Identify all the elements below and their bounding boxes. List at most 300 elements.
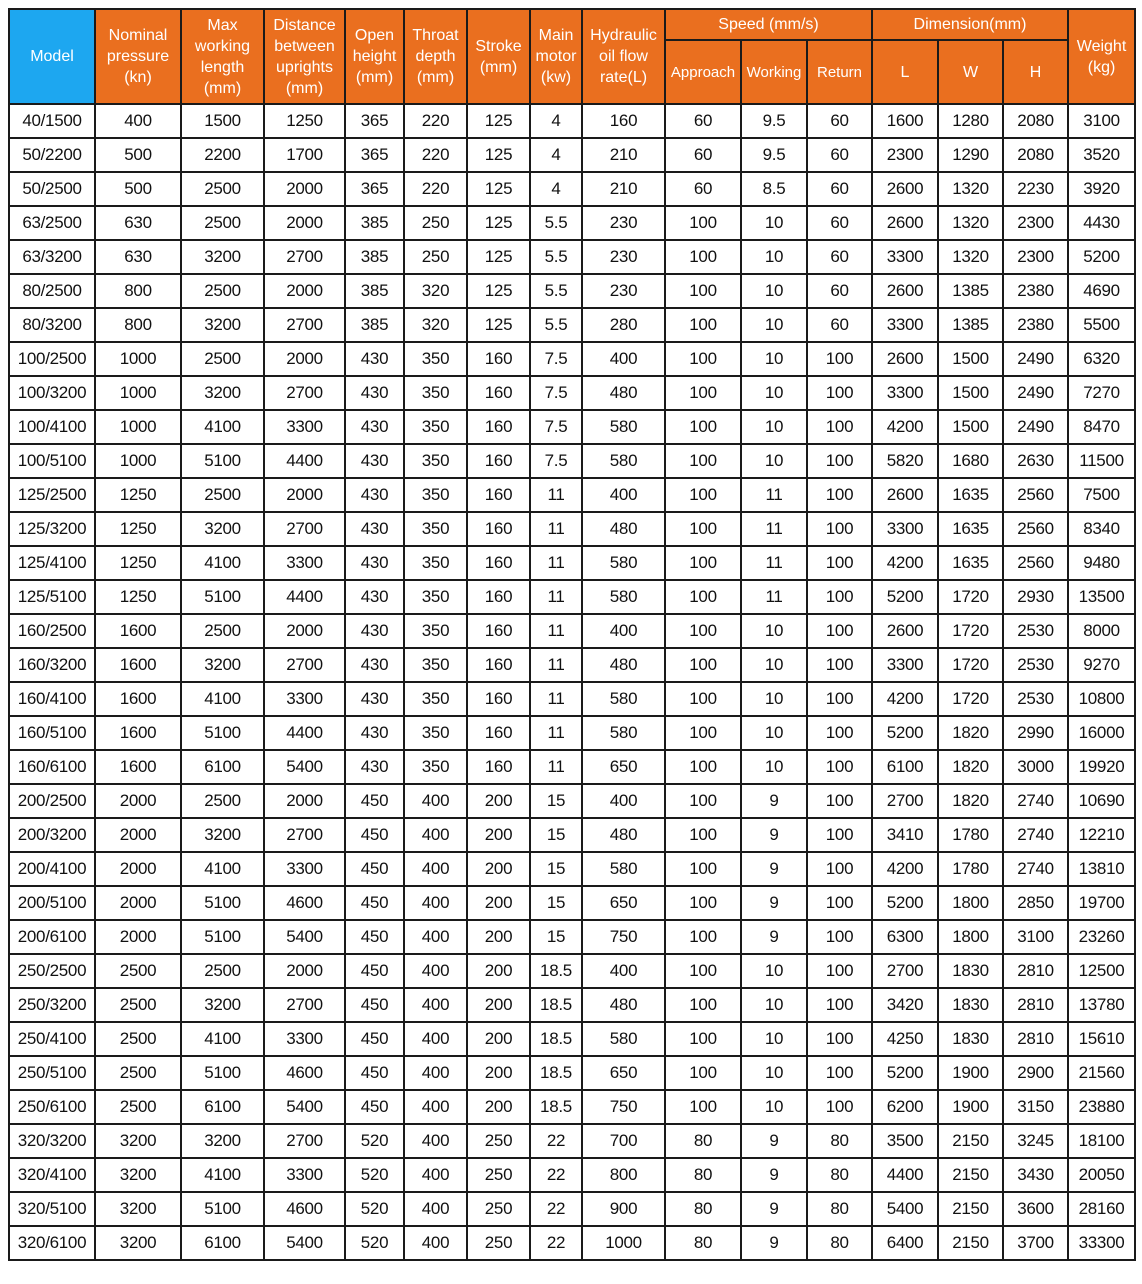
cell-distance-between-uprights: 5400 <box>264 750 345 784</box>
table-row <box>9 478 1135 512</box>
cell-max-working-length: 3200 <box>181 376 264 410</box>
cell-distance-between-uprights: 2700 <box>264 1124 345 1158</box>
cell-dimension-l: 3410 <box>872 818 938 852</box>
cell-speed-return: 80 <box>807 1192 872 1226</box>
cell-speed-approach: 100 <box>665 206 741 240</box>
cell-model: 250/2500 <box>9 954 95 988</box>
cell-hydraulic-oil-flow: 580 <box>582 580 665 614</box>
cell-dimension-w: 1680 <box>938 444 1003 478</box>
cell-throat-depth: 350 <box>404 682 467 716</box>
cell-dimension-h: 2930 <box>1003 580 1068 614</box>
table-row <box>9 648 1135 682</box>
cell-dimension-h: 2530 <box>1003 648 1068 682</box>
cell-hydraulic-oil-flow: 400 <box>582 614 665 648</box>
cell-open-height: 450 <box>345 886 404 920</box>
cell-speed-return: 60 <box>807 240 872 274</box>
cell-speed-approach: 60 <box>665 172 741 206</box>
cell-distance-between-uprights: 2700 <box>264 818 345 852</box>
cell-main-motor: 7.5 <box>530 444 582 478</box>
cell-max-working-length: 6100 <box>181 1226 264 1260</box>
cell-nominal-pressure: 1000 <box>95 342 181 376</box>
cell-open-height: 430 <box>345 648 404 682</box>
cell-main-motor: 11 <box>530 648 582 682</box>
cell-model: 63/2500 <box>9 206 95 240</box>
cell-speed-return: 60 <box>807 308 872 342</box>
cell-speed-approach: 80 <box>665 1158 741 1192</box>
header-dimension-w: W <box>938 40 1003 104</box>
table-row <box>9 1022 1135 1056</box>
cell-max-working-length: 2500 <box>181 172 264 206</box>
cell-hydraulic-oil-flow: 750 <box>582 920 665 954</box>
cell-speed-approach: 100 <box>665 410 741 444</box>
cell-dimension-w: 1385 <box>938 274 1003 308</box>
cell-weight: 8470 <box>1068 410 1135 444</box>
cell-weight: 12210 <box>1068 818 1135 852</box>
cell-open-height: 520 <box>345 1124 404 1158</box>
cell-dimension-w: 1320 <box>938 240 1003 274</box>
cell-weight: 19700 <box>1068 886 1135 920</box>
cell-dimension-l: 5200 <box>872 580 938 614</box>
cell-speed-return: 100 <box>807 784 872 818</box>
cell-weight: 33300 <box>1068 1226 1135 1260</box>
cell-speed-return: 100 <box>807 682 872 716</box>
cell-speed-working: 9 <box>741 818 807 852</box>
cell-open-height: 430 <box>345 750 404 784</box>
cell-speed-approach: 80 <box>665 1226 741 1260</box>
header-max-working-length: Max working length (mm) <box>181 9 264 104</box>
cell-dimension-l: 3500 <box>872 1124 938 1158</box>
cell-speed-return: 100 <box>807 954 872 988</box>
cell-hydraulic-oil-flow: 400 <box>582 478 665 512</box>
cell-nominal-pressure: 500 <box>95 172 181 206</box>
cell-speed-working: 11 <box>741 546 807 580</box>
cell-model: 50/2500 <box>9 172 95 206</box>
cell-open-height: 365 <box>345 172 404 206</box>
cell-speed-approach: 100 <box>665 750 741 784</box>
cell-dimension-w: 1320 <box>938 172 1003 206</box>
cell-main-motor: 18.5 <box>530 1056 582 1090</box>
cell-speed-return: 100 <box>807 512 872 546</box>
cell-speed-return: 80 <box>807 1124 872 1158</box>
cell-hydraulic-oil-flow: 580 <box>582 444 665 478</box>
cell-dimension-l: 4400 <box>872 1158 938 1192</box>
cell-throat-depth: 250 <box>404 206 467 240</box>
cell-stroke: 160 <box>467 614 530 648</box>
cell-nominal-pressure: 400 <box>95 104 181 138</box>
cell-stroke: 160 <box>467 478 530 512</box>
cell-open-height: 385 <box>345 240 404 274</box>
cell-weight: 3100 <box>1068 104 1135 138</box>
cell-dimension-l: 3420 <box>872 988 938 1022</box>
cell-distance-between-uprights: 4600 <box>264 1056 345 1090</box>
cell-stroke: 125 <box>467 240 530 274</box>
cell-throat-depth: 400 <box>404 818 467 852</box>
cell-hydraulic-oil-flow: 1000 <box>582 1226 665 1260</box>
cell-nominal-pressure: 3200 <box>95 1124 181 1158</box>
table-body <box>9 104 1135 1260</box>
cell-stroke: 250 <box>467 1192 530 1226</box>
cell-open-height: 430 <box>345 478 404 512</box>
cell-speed-working: 9 <box>741 852 807 886</box>
cell-dimension-l: 2600 <box>872 478 938 512</box>
cell-dimension-l: 6400 <box>872 1226 938 1260</box>
cell-dimension-w: 1800 <box>938 920 1003 954</box>
cell-distance-between-uprights: 3300 <box>264 1022 345 1056</box>
cell-speed-working: 10 <box>741 342 807 376</box>
cell-dimension-h: 3700 <box>1003 1226 1068 1260</box>
cell-open-height: 450 <box>345 1022 404 1056</box>
cell-stroke: 125 <box>467 274 530 308</box>
cell-distance-between-uprights: 3300 <box>264 1158 345 1192</box>
cell-speed-return: 60 <box>807 138 872 172</box>
cell-hydraulic-oil-flow: 650 <box>582 1056 665 1090</box>
cell-hydraulic-oil-flow: 580 <box>582 1022 665 1056</box>
cell-throat-depth: 400 <box>404 1090 467 1124</box>
cell-dimension-l: 5200 <box>872 1056 938 1090</box>
cell-weight: 23880 <box>1068 1090 1135 1124</box>
cell-throat-depth: 350 <box>404 546 467 580</box>
cell-hydraulic-oil-flow: 400 <box>582 784 665 818</box>
cell-weight: 23260 <box>1068 920 1135 954</box>
cell-stroke: 160 <box>467 342 530 376</box>
cell-model: 100/5100 <box>9 444 95 478</box>
cell-weight: 8000 <box>1068 614 1135 648</box>
header-hydraulic-oil-flow: Hydraulic oil flow rate(L) <box>582 9 665 104</box>
cell-speed-approach: 100 <box>665 852 741 886</box>
cell-main-motor: 7.5 <box>530 342 582 376</box>
table-row <box>9 376 1135 410</box>
cell-dimension-h: 2810 <box>1003 988 1068 1022</box>
cell-main-motor: 15 <box>530 784 582 818</box>
cell-hydraulic-oil-flow: 480 <box>582 376 665 410</box>
header-speed-working: Working <box>741 40 807 104</box>
spec-table <box>8 8 1136 1261</box>
cell-stroke: 160 <box>467 444 530 478</box>
cell-weight: 12500 <box>1068 954 1135 988</box>
cell-max-working-length: 3200 <box>181 818 264 852</box>
cell-stroke: 125 <box>467 206 530 240</box>
cell-open-height: 450 <box>345 1056 404 1090</box>
cell-dimension-l: 5200 <box>872 886 938 920</box>
cell-nominal-pressure: 630 <box>95 206 181 240</box>
cell-nominal-pressure: 1250 <box>95 546 181 580</box>
cell-speed-return: 80 <box>807 1158 872 1192</box>
cell-weight: 15610 <box>1068 1022 1135 1056</box>
cell-max-working-length: 4100 <box>181 852 264 886</box>
cell-speed-approach: 100 <box>665 308 741 342</box>
cell-hydraulic-oil-flow: 580 <box>582 546 665 580</box>
cell-open-height: 520 <box>345 1158 404 1192</box>
cell-dimension-h: 3600 <box>1003 1192 1068 1226</box>
cell-stroke: 125 <box>467 172 530 206</box>
cell-dimension-h: 3150 <box>1003 1090 1068 1124</box>
cell-throat-depth: 250 <box>404 240 467 274</box>
cell-throat-depth: 400 <box>404 988 467 1022</box>
cell-open-height: 365 <box>345 104 404 138</box>
cell-speed-working: 10 <box>741 308 807 342</box>
cell-dimension-l: 2600 <box>872 614 938 648</box>
cell-nominal-pressure: 2000 <box>95 920 181 954</box>
cell-speed-working: 10 <box>741 1056 807 1090</box>
cell-throat-depth: 220 <box>404 172 467 206</box>
header-throat-depth: Throat depth (mm) <box>404 9 467 104</box>
cell-max-working-length: 1500 <box>181 104 264 138</box>
cell-distance-between-uprights: 5400 <box>264 1090 345 1124</box>
cell-speed-return: 100 <box>807 444 872 478</box>
cell-open-height: 450 <box>345 852 404 886</box>
cell-speed-working: 9 <box>741 1226 807 1260</box>
cell-model: 125/5100 <box>9 580 95 614</box>
header-model: Model <box>9 9 95 104</box>
cell-hydraulic-oil-flow: 580 <box>582 716 665 750</box>
cell-dimension-w: 1830 <box>938 988 1003 1022</box>
cell-speed-return: 100 <box>807 920 872 954</box>
cell-hydraulic-oil-flow: 210 <box>582 138 665 172</box>
cell-throat-depth: 400 <box>404 886 467 920</box>
cell-main-motor: 5.5 <box>530 308 582 342</box>
cell-speed-approach: 100 <box>665 818 741 852</box>
cell-dimension-w: 1780 <box>938 852 1003 886</box>
cell-dimension-w: 1720 <box>938 614 1003 648</box>
cell-model: 50/2200 <box>9 138 95 172</box>
cell-main-motor: 11 <box>530 512 582 546</box>
cell-weight: 13810 <box>1068 852 1135 886</box>
cell-stroke: 200 <box>467 920 530 954</box>
cell-dimension-l: 5400 <box>872 1192 938 1226</box>
cell-max-working-length: 5100 <box>181 920 264 954</box>
cell-nominal-pressure: 2500 <box>95 1056 181 1090</box>
cell-hydraulic-oil-flow: 210 <box>582 172 665 206</box>
cell-speed-approach: 100 <box>665 784 741 818</box>
cell-dimension-w: 2150 <box>938 1124 1003 1158</box>
cell-model: 160/2500 <box>9 614 95 648</box>
cell-speed-return: 80 <box>807 1226 872 1260</box>
cell-open-height: 430 <box>345 614 404 648</box>
cell-weight: 28160 <box>1068 1192 1135 1226</box>
cell-hydraulic-oil-flow: 400 <box>582 954 665 988</box>
cell-open-height: 365 <box>345 138 404 172</box>
cell-dimension-h: 2490 <box>1003 342 1068 376</box>
cell-distance-between-uprights: 3300 <box>264 546 345 580</box>
cell-max-working-length: 2200 <box>181 138 264 172</box>
cell-dimension-w: 1635 <box>938 478 1003 512</box>
cell-speed-approach: 100 <box>665 240 741 274</box>
cell-speed-approach: 100 <box>665 954 741 988</box>
cell-distance-between-uprights: 4400 <box>264 580 345 614</box>
cell-speed-return: 100 <box>807 376 872 410</box>
cell-speed-working: 9 <box>741 886 807 920</box>
cell-dimension-h: 2380 <box>1003 274 1068 308</box>
cell-throat-depth: 400 <box>404 1226 467 1260</box>
cell-speed-approach: 100 <box>665 920 741 954</box>
cell-weight: 10690 <box>1068 784 1135 818</box>
cell-dimension-h: 2740 <box>1003 818 1068 852</box>
cell-distance-between-uprights: 3300 <box>264 410 345 444</box>
cell-distance-between-uprights: 4600 <box>264 1192 345 1226</box>
cell-throat-depth: 350 <box>404 614 467 648</box>
cell-nominal-pressure: 1250 <box>95 580 181 614</box>
cell-stroke: 160 <box>467 512 530 546</box>
cell-hydraulic-oil-flow: 400 <box>582 342 665 376</box>
cell-stroke: 160 <box>467 546 530 580</box>
cell-dimension-h: 3000 <box>1003 750 1068 784</box>
cell-nominal-pressure: 2000 <box>95 818 181 852</box>
cell-max-working-length: 2500 <box>181 274 264 308</box>
cell-max-working-length: 4100 <box>181 1158 264 1192</box>
cell-main-motor: 4 <box>530 172 582 206</box>
cell-distance-between-uprights: 1250 <box>264 104 345 138</box>
cell-open-height: 450 <box>345 920 404 954</box>
table-row <box>9 784 1135 818</box>
cell-dimension-l: 4200 <box>872 852 938 886</box>
cell-speed-return: 60 <box>807 172 872 206</box>
cell-stroke: 160 <box>467 750 530 784</box>
cell-dimension-w: 1635 <box>938 512 1003 546</box>
cell-dimension-w: 1900 <box>938 1056 1003 1090</box>
cell-max-working-length: 4100 <box>181 682 264 716</box>
cell-hydraulic-oil-flow: 480 <box>582 988 665 1022</box>
cell-speed-working: 10 <box>741 614 807 648</box>
cell-hydraulic-oil-flow: 580 <box>582 410 665 444</box>
cell-weight: 9270 <box>1068 648 1135 682</box>
cell-distance-between-uprights: 4400 <box>264 716 345 750</box>
cell-weight: 8340 <box>1068 512 1135 546</box>
cell-distance-between-uprights: 2700 <box>264 648 345 682</box>
cell-speed-return: 100 <box>807 580 872 614</box>
cell-speed-working: 9 <box>741 1158 807 1192</box>
cell-model: 200/4100 <box>9 852 95 886</box>
cell-dimension-h: 2080 <box>1003 104 1068 138</box>
cell-hydraulic-oil-flow: 230 <box>582 274 665 308</box>
cell-open-height: 385 <box>345 308 404 342</box>
table-row <box>9 1090 1135 1124</box>
cell-main-motor: 11 <box>530 580 582 614</box>
cell-dimension-l: 6100 <box>872 750 938 784</box>
cell-nominal-pressure: 500 <box>95 138 181 172</box>
cell-open-height: 450 <box>345 988 404 1022</box>
table-row <box>9 818 1135 852</box>
cell-open-height: 520 <box>345 1192 404 1226</box>
cell-model: 160/6100 <box>9 750 95 784</box>
cell-dimension-l: 4200 <box>872 410 938 444</box>
cell-distance-between-uprights: 2000 <box>264 614 345 648</box>
cell-max-working-length: 6100 <box>181 750 264 784</box>
table-row <box>9 1158 1135 1192</box>
cell-stroke: 200 <box>467 988 530 1022</box>
cell-distance-between-uprights: 4600 <box>264 886 345 920</box>
cell-main-motor: 22 <box>530 1192 582 1226</box>
cell-main-motor: 4 <box>530 104 582 138</box>
cell-throat-depth: 350 <box>404 648 467 682</box>
cell-dimension-w: 1500 <box>938 376 1003 410</box>
cell-model: 320/5100 <box>9 1192 95 1226</box>
cell-speed-approach: 100 <box>665 716 741 750</box>
cell-stroke: 160 <box>467 410 530 444</box>
cell-hydraulic-oil-flow: 650 <box>582 750 665 784</box>
cell-dimension-h: 2560 <box>1003 478 1068 512</box>
cell-throat-depth: 400 <box>404 1056 467 1090</box>
cell-nominal-pressure: 2000 <box>95 852 181 886</box>
cell-dimension-h: 2490 <box>1003 376 1068 410</box>
cell-dimension-l: 2700 <box>872 954 938 988</box>
cell-max-working-length: 5100 <box>181 580 264 614</box>
cell-main-motor: 15 <box>530 852 582 886</box>
cell-speed-return: 100 <box>807 546 872 580</box>
cell-dimension-w: 1720 <box>938 648 1003 682</box>
cell-dimension-w: 2150 <box>938 1158 1003 1192</box>
table-row <box>9 342 1135 376</box>
cell-speed-return: 100 <box>807 342 872 376</box>
cell-weight: 4430 <box>1068 206 1135 240</box>
cell-nominal-pressure: 630 <box>95 240 181 274</box>
cell-dimension-l: 3300 <box>872 308 938 342</box>
cell-dimension-h: 2740 <box>1003 784 1068 818</box>
cell-speed-return: 100 <box>807 818 872 852</box>
cell-weight: 7500 <box>1068 478 1135 512</box>
cell-model: 200/6100 <box>9 920 95 954</box>
table-row <box>9 886 1135 920</box>
cell-speed-approach: 100 <box>665 478 741 512</box>
cell-speed-working: 9 <box>741 1124 807 1158</box>
cell-stroke: 200 <box>467 1022 530 1056</box>
cell-speed-working: 10 <box>741 750 807 784</box>
cell-model: 200/5100 <box>9 886 95 920</box>
cell-hydraulic-oil-flow: 230 <box>582 206 665 240</box>
cell-main-motor: 11 <box>530 478 582 512</box>
cell-speed-working: 11 <box>741 478 807 512</box>
cell-model: 100/4100 <box>9 410 95 444</box>
cell-hydraulic-oil-flow: 580 <box>582 682 665 716</box>
cell-speed-return: 100 <box>807 478 872 512</box>
cell-nominal-pressure: 1250 <box>95 512 181 546</box>
cell-hydraulic-oil-flow: 480 <box>582 648 665 682</box>
cell-main-motor: 11 <box>530 750 582 784</box>
table-row <box>9 1192 1135 1226</box>
cell-speed-working: 10 <box>741 954 807 988</box>
cell-nominal-pressure: 1600 <box>95 614 181 648</box>
table-row <box>9 172 1135 206</box>
cell-model: 125/2500 <box>9 478 95 512</box>
table-row <box>9 546 1135 580</box>
cell-speed-approach: 100 <box>665 1056 741 1090</box>
cell-dimension-l: 4200 <box>872 682 938 716</box>
cell-speed-working: 10 <box>741 648 807 682</box>
cell-distance-between-uprights: 4400 <box>264 444 345 478</box>
cell-max-working-length: 5100 <box>181 444 264 478</box>
header-open-height: Open height (mm) <box>345 9 404 104</box>
cell-throat-depth: 350 <box>404 580 467 614</box>
cell-main-motor: 4 <box>530 138 582 172</box>
cell-main-motor: 18.5 <box>530 1090 582 1124</box>
cell-speed-approach: 100 <box>665 376 741 410</box>
header-main-motor: Main motor (kw) <box>530 9 582 104</box>
cell-nominal-pressure: 3200 <box>95 1192 181 1226</box>
table-row <box>9 308 1135 342</box>
cell-throat-depth: 350 <box>404 750 467 784</box>
cell-dimension-h: 2490 <box>1003 410 1068 444</box>
cell-nominal-pressure: 1000 <box>95 444 181 478</box>
header-dimension-group: Dimension(mm) <box>872 9 1068 40</box>
cell-hydraulic-oil-flow: 580 <box>582 852 665 886</box>
table-row <box>9 580 1135 614</box>
cell-nominal-pressure: 800 <box>95 274 181 308</box>
cell-model: 200/3200 <box>9 818 95 852</box>
table-row <box>9 682 1135 716</box>
cell-nominal-pressure: 1600 <box>95 716 181 750</box>
cell-open-height: 430 <box>345 546 404 580</box>
cell-speed-working: 11 <box>741 580 807 614</box>
cell-model: 160/3200 <box>9 648 95 682</box>
